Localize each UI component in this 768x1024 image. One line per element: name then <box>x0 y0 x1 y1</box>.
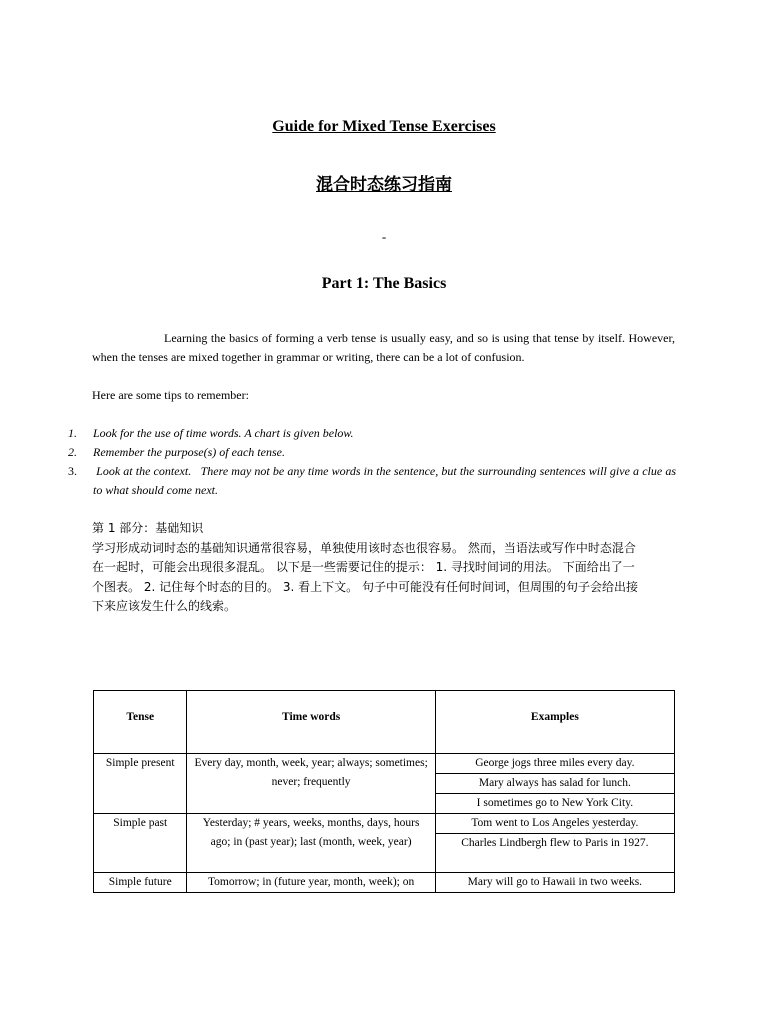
header-examples: Examples <box>435 691 674 754</box>
table-row <box>94 814 675 834</box>
tip-number: 1. <box>68 426 77 440</box>
example-cell: Mary always has salad for lunch. <box>435 774 674 794</box>
intro-paragraph: Learning the basics of forming a verb tense is usually easy, and so is using that tense by itself. However, when the tenses are mixed together in grammar or writing, there can be a lot of confusion. <box>92 331 675 364</box>
tip-item <box>66 443 676 462</box>
tip-text: Look for the use of time words. A chart is given below. <box>93 426 354 440</box>
section-heading: Part 1: The Basics <box>321 275 447 292</box>
chinese-line: 第 1 部分：基础知识 <box>92 521 204 535</box>
example-cell: George jogs three miles every day. <box>435 754 674 774</box>
table-header-row <box>94 691 675 754</box>
chinese-line: 下来应该发生什么的线索。 <box>92 599 237 613</box>
header-time-words: Time words <box>187 691 435 754</box>
tense-cell: Simple future <box>94 873 187 893</box>
tips-intro: Here are some tips to remember: <box>92 388 249 402</box>
chinese-line: 在一起时，可能会出现很多混乱。 以下是一些需要记住的提示： 1. 寻找时间词的用法。 下面给出了一 <box>92 560 635 574</box>
time-words-cell: Every day, month, week, year; always; sometimes; never; frequently <box>187 754 435 814</box>
tip-item <box>66 462 679 500</box>
chinese-line: 学习形成动词时态的基础知识通常很容易，单独使用该时态也很容易。 然而，当语法或写作中时态混合 <box>92 540 636 555</box>
tip-number: 2. <box>68 445 77 459</box>
example-cell: Tom went to Los Angeles yesterday. <box>435 814 674 834</box>
tip-text: Look at the context. There may not be any time words in the sentence, but the surrounding sentences will give a clue as to what should come next. <box>93 464 679 497</box>
tip-item <box>66 424 676 443</box>
example-cell: Mary will go to Hawaii in two weeks. <box>435 873 674 893</box>
example-cell: I sometimes go to New York City. <box>435 794 674 814</box>
document-title: Guide for Mixed Tense Exercises <box>272 118 496 135</box>
table-row <box>94 873 675 893</box>
document-title-chinese: 混合时态练习指南 <box>316 175 452 195</box>
tense-cell: Simple present <box>94 754 187 814</box>
tip-text: Remember the purpose(s) of each tense. <box>93 445 285 459</box>
separator-dash: - <box>381 229 387 244</box>
example-cell: Charles Lindbergh flew to Paris in 1927. <box>435 834 674 873</box>
table-row <box>94 754 675 774</box>
time-words-cell: Yesterday; # years, weeks, months, days, hours ago; in (past year); last (month, week, year) <box>187 814 435 873</box>
tense-table <box>93 690 675 893</box>
chinese-line: 个图表。 2. 记住每个时态的目的。 3. 看上下文。 句子中可能没有任何时间词，但周围的句子会给出接 <box>92 579 638 594</box>
time-words-cell: Tomorrow; in (future year, month, week); on <box>187 873 435 893</box>
tense-cell: Simple past <box>94 814 187 873</box>
header-tense: Tense <box>94 691 187 754</box>
tips-list <box>66 424 679 500</box>
tip-number: 3. <box>68 464 77 478</box>
chinese-summary <box>92 519 677 617</box>
